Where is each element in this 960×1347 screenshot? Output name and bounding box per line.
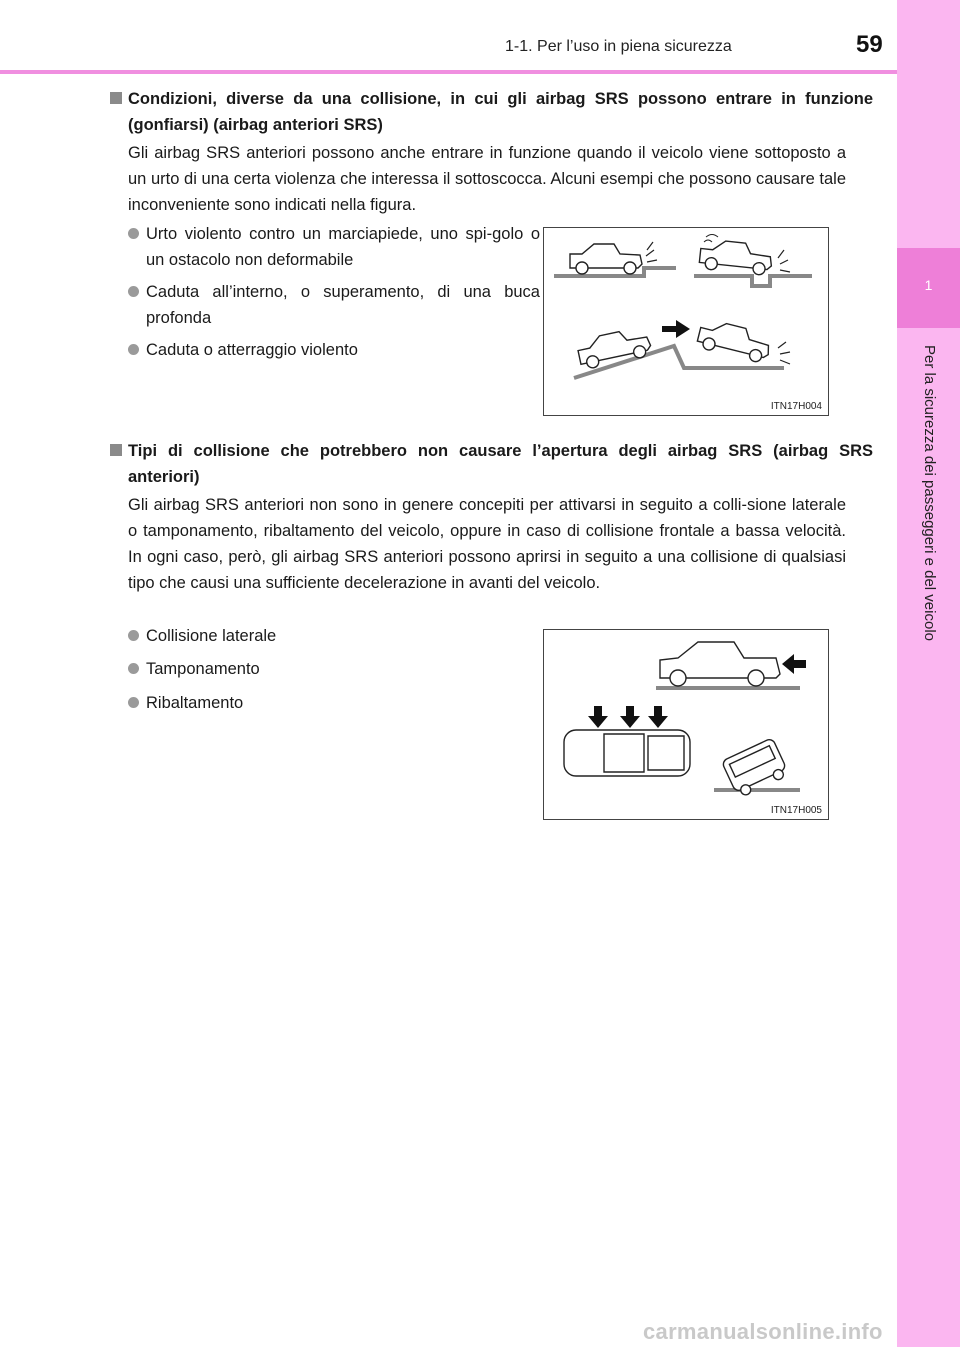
header-divider — [0, 70, 897, 74]
section2-heading — [110, 438, 873, 490]
square-bullet-icon — [110, 92, 122, 104]
bullet-dot-icon — [128, 228, 139, 239]
bullet-dot-icon — [128, 630, 139, 641]
undercarriage-impacts-illustration — [544, 228, 828, 415]
bullet-text: Ribaltamento — [146, 694, 244, 712]
square-bullet-icon — [110, 444, 122, 456]
bullet-text: Tamponamento — [146, 660, 260, 678]
chapter-side-tab — [897, 0, 960, 1347]
section2-bullet-3 — [128, 690, 526, 716]
bullet-dot-icon — [128, 697, 139, 708]
section2-body: Gli airbag SRS anteriori non sono in genere concepiti per attivarsi in seguito a colli-sione laterale o tamponamento, ribaltamento del veicolo, oppure in caso di collisione frontale a bassa velocità. In ogni caso, però, gli airbag SRS anteriori possono aprirsi in seguito a una collisione di qualsiasi tipo che causi una sufficiente decelerazione in avanti del veicolo. — [128, 496, 846, 592]
non-deploy-collisions-illustration — [544, 630, 828, 819]
section2-heading-text: Tipi di collisione che potrebbero non causare l’apertura degli airbag SRS (airbag SRS anteriori) — [128, 442, 873, 486]
figure-non-deploy-collisions — [543, 629, 829, 820]
section1-bullet-1 — [128, 221, 540, 273]
chapter-title: Per la sicurezza dei passeggeri e del veicolo — [921, 345, 938, 641]
bullet-dot-icon — [128, 286, 139, 297]
page-number: 59 — [856, 31, 883, 58]
section1-body: Gli airbag SRS anteriori possono anche entrare in funzione quando il veicolo viene sottoposto a un urto di una certa violenza che interessa il sottoscocca. Alcuni esempi che possono causare tale inconveniente sono indicati nella figura. — [128, 144, 846, 214]
figure-code: ITN17H005 — [770, 805, 822, 816]
bullet-text: Collisione laterale — [146, 627, 277, 645]
bullet-text: Caduta all’interno, o superamento, di una buca profonda — [146, 283, 540, 327]
section2-bullet-2 — [128, 656, 526, 682]
section1-bullet-3 — [128, 337, 540, 363]
bullet-dot-icon — [128, 344, 139, 355]
figure-code: ITN17H004 — [770, 401, 822, 412]
header-section-title: 1-1. Per l’uso in piena sicurezza — [505, 38, 732, 55]
bullet-text: Urto violento contro un marciapiede, uno spi-golo o un ostacolo non deformabile — [146, 225, 540, 269]
section1-heading — [110, 86, 873, 138]
section2-bullet-1 — [128, 623, 526, 649]
watermark: carmanualsonline.info — [643, 1319, 883, 1344]
bullet-text: Caduta o atterraggio violento — [146, 341, 358, 359]
section1-bullet-2 — [128, 279, 540, 331]
figure-undercarriage-impacts — [543, 227, 829, 416]
section1-heading-text: Condizioni, diverse da una collisione, in cui gli airbag SRS possono entrare in funzione (gonfiarsi) (airbag anteriori SRS) — [128, 90, 873, 134]
chapter-number: 1 — [924, 277, 933, 293]
bullet-dot-icon — [128, 663, 139, 674]
